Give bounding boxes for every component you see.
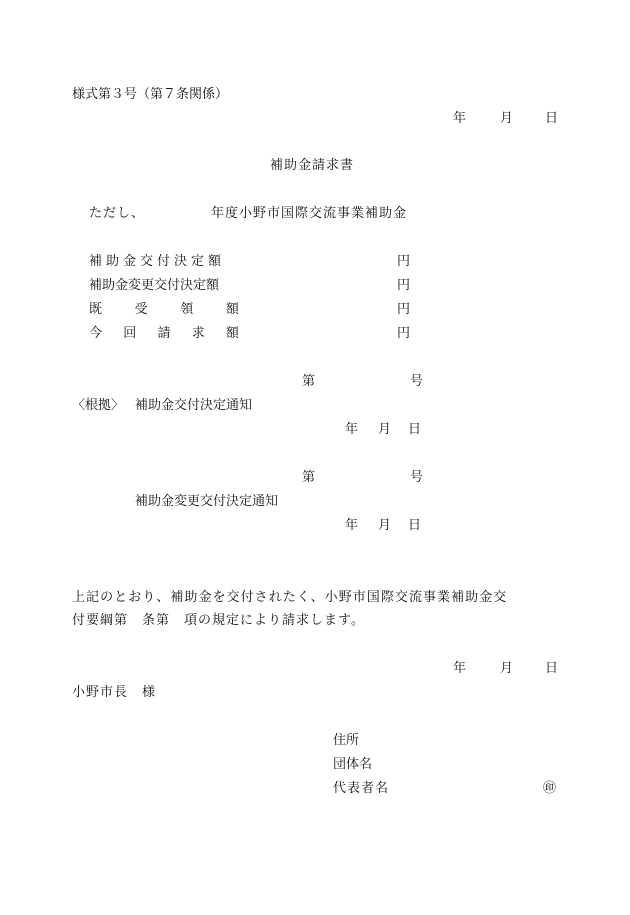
- basis-date-year-2: 年: [345, 518, 359, 533]
- basis-date-month: 月: [378, 422, 392, 437]
- basis-date-day-2: 日: [408, 518, 422, 533]
- amount-row-change-label: 補助金変更交付決定額: [89, 278, 220, 293]
- basis-notice-decision: 補助金交付決定通知: [135, 398, 253, 413]
- label-char: 額: [225, 302, 239, 317]
- closing-date-day: 日: [545, 661, 559, 676]
- amount-row-current-unit: 円: [397, 326, 411, 341]
- label-char: 回: [123, 326, 137, 341]
- basis-number-prefix-2: 第: [302, 470, 316, 485]
- amount-row-change-unit: 円: [397, 278, 411, 293]
- form-number: 様式第３号（第７条関係）: [72, 87, 229, 102]
- date-month: 月: [500, 111, 514, 126]
- amount-row-received-label: [89, 303, 239, 316]
- label-char: 受: [134, 302, 148, 317]
- label-char: 請: [157, 326, 171, 341]
- date-year: 年: [453, 111, 467, 126]
- amount-row-decision-label: 補助金交付決定額: [89, 254, 226, 269]
- closing-date-month: 月: [500, 661, 514, 676]
- group-name-label: 団体名: [333, 757, 373, 772]
- basis-label: 〈根拠〉: [72, 398, 125, 413]
- amount-row-current-label: [89, 327, 239, 340]
- body-text-line-1: 上記のとおり、補助金を交付されたく、小野市国際交流事業補助金交: [72, 590, 508, 605]
- label-char: 領: [180, 302, 194, 317]
- amount-row-received-unit: 円: [397, 302, 411, 317]
- addressee: 小野市長 様: [72, 685, 157, 700]
- body-text-line-2: 付要綱第 条第 項の規定により請求します。: [72, 613, 365, 628]
- address-label: 住所: [333, 733, 360, 748]
- basis-date-year: 年: [345, 422, 359, 437]
- subject-text: 年度小野市国際交流事業補助金: [211, 206, 408, 221]
- document-title: 補助金請求書: [270, 158, 355, 173]
- date-day: 日: [545, 111, 559, 126]
- label-char: 既: [89, 302, 103, 317]
- amount-row-decision-unit: 円: [397, 254, 411, 269]
- basis-number-suffix-2: 号: [410, 470, 424, 485]
- representative-label: 代表者名: [333, 781, 390, 796]
- basis-number-prefix: 第: [302, 374, 316, 389]
- subject-prefix: ただし、: [89, 206, 146, 221]
- seal-icon: ㊞: [543, 781, 557, 796]
- label-char: 求: [191, 326, 205, 341]
- basis-date-day: 日: [408, 422, 422, 437]
- basis-number-suffix: 号: [410, 374, 424, 389]
- closing-date-year: 年: [453, 661, 467, 676]
- label-char: 額: [225, 326, 239, 341]
- basis-date-month-2: 月: [378, 518, 392, 533]
- basis-notice-change: 補助金変更交付決定通知: [135, 494, 279, 509]
- label-char: 今: [89, 326, 103, 341]
